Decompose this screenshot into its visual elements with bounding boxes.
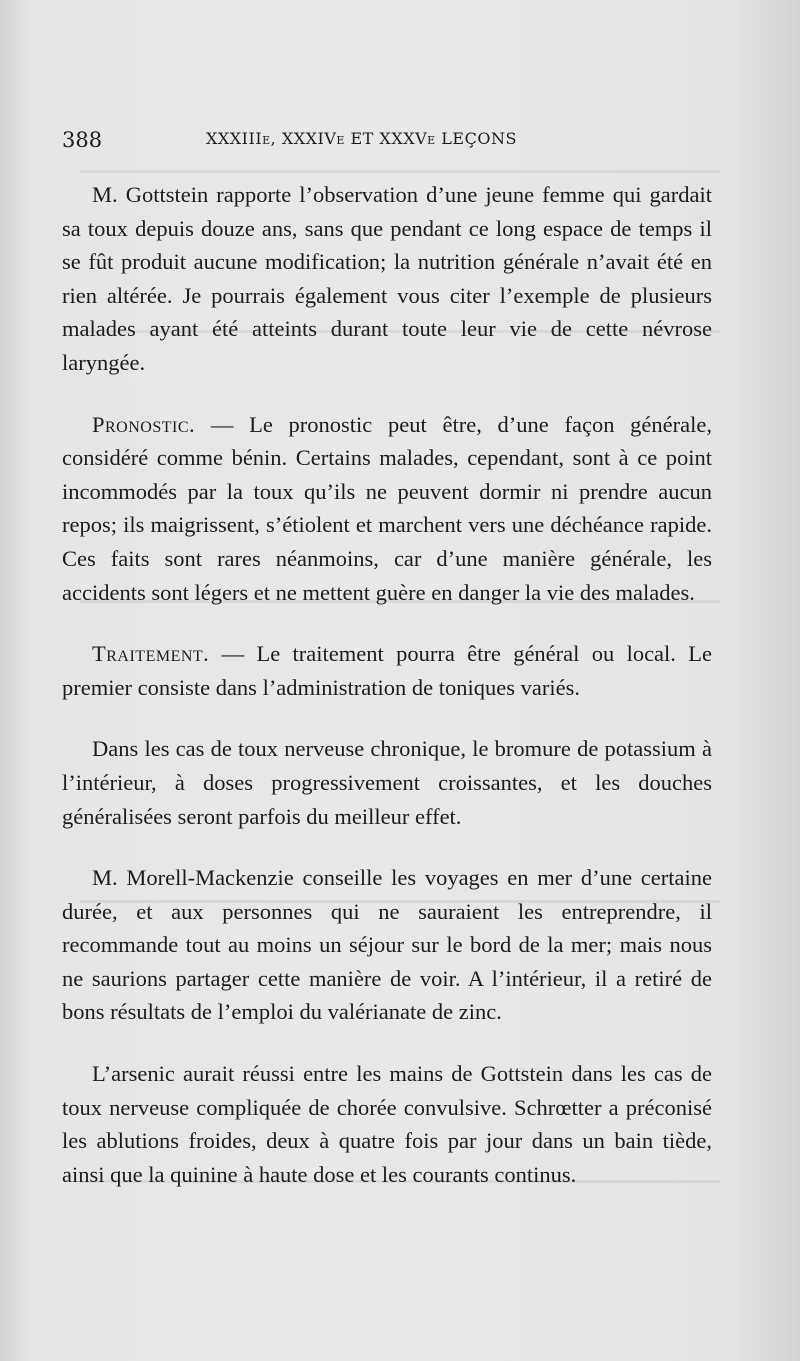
paragraph-arsenic bbox=[62, 1057, 712, 1191]
paragraph-morell-mackenzie bbox=[62, 861, 712, 1029]
paragraph-pronostic bbox=[62, 408, 712, 610]
paragraph-traitement bbox=[62, 637, 712, 704]
paragraph-text: Dans les cas de toux nerveuse chronique, le bromure de potassium à l’intérieur, à doses progressivement croissantes, et les douches généralisées seront parfois du meilleur effet. bbox=[62, 736, 712, 829]
page-header bbox=[62, 128, 712, 158]
paragraph-text: M. Gottstein rapporte l’observation d’une jeune femme qui gardait sa toux depuis douze ans, sans que pendant ce long espace de temps il se fût produit aucune modification; la nutrition générale n’avait été en rien altérée. Je pourrais également vous citer l’exemple de plusieurs malades ayant été atteints durant toute leur vie de cette névrose laryngée. bbox=[62, 182, 712, 375]
paragraph-text: M. Morell-Mackenzie conseille les voyages en mer d’une certaine durée, et aux personnes qui ne sauraient les entreprendre, il recommande tout au moins un séjour sur le bord de la mer; mais nous ne saurions partager cette manière de voir. A l’intérieur, il a retiré de bons résultats de l’emploi du valérianate de zinc. bbox=[62, 865, 712, 1025]
section-heading-pronostic: Pronostic. bbox=[92, 411, 196, 437]
paragraph-gottstein-observation bbox=[62, 178, 712, 380]
paragraph-text: — Le pronostic peut être, d’une façon générale, considéré comme bénin. Certains malades, cependant, sont à ce point incommodés par la toux qu’ils ne peuvent dormir ni prendre aucun repos; ils maigrissent, s’étiolent et marchent vers une déchéance rapide. Ces faits sont rares néanmoins, car d’une manière générale, les accidents sont légers et ne mettent guère en danger la vie des malades. bbox=[62, 411, 712, 605]
paragraph-text: — Le traitement pourra être général ou local. Le premier consiste dans l’administration de toniques variés. bbox=[62, 641, 712, 700]
body-text bbox=[62, 178, 712, 1191]
section-heading-traitement: Traitement. bbox=[92, 641, 210, 667]
paragraph-bromure bbox=[62, 732, 712, 833]
paragraph-text: L’arsenic aurait réussi entre les mains de Gottstein dans les cas de toux nerveuse compliquée de chorée convulsive. Schrœtter a préconisé les ablutions froides, deux à quatre fois par jour dans un bain tiède, ainsi que la quinine à haute dose et les courants continus. bbox=[62, 1061, 712, 1187]
running-title: XXXIIIe, XXXIVe ET XXXVe LEÇONS bbox=[206, 129, 517, 148]
page-number: 388 bbox=[62, 128, 103, 152]
